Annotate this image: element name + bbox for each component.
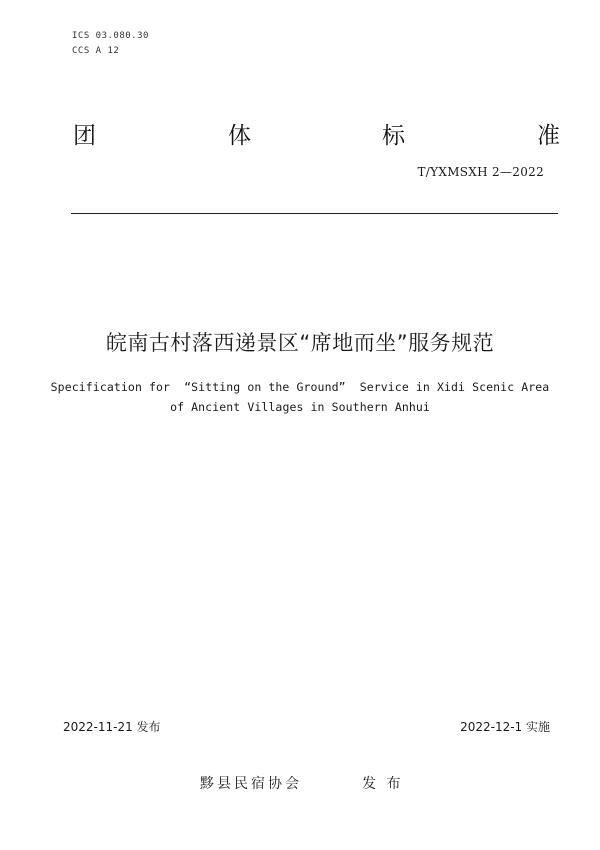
standard-type-char-4: 准 bbox=[537, 123, 560, 149]
standard-number: T/YXMSXH 2—2022 bbox=[417, 165, 544, 179]
standard-type-char-3: 标 bbox=[382, 123, 405, 149]
publish-date: 2022-11-21 发布 bbox=[63, 720, 161, 734]
issuer-name: 黟县民宿协会 bbox=[200, 776, 302, 792]
document-title-chinese: 皖南古村落西递景区“席地而坐”服务规范 bbox=[105, 331, 495, 355]
effective-date: 2022-12-1 实施 bbox=[460, 720, 550, 734]
ics-code: ICS 03.080.30 bbox=[72, 31, 149, 41]
standard-type-char-1: 团 bbox=[73, 123, 96, 149]
ccs-code: CCS A 12 bbox=[72, 46, 120, 56]
document-title-english-line2: of Ancient Villages in Southern Anhui bbox=[170, 400, 430, 414]
issuer-suffix: 发 布 bbox=[362, 776, 404, 792]
document-title-english-line1: Specification for “Sitting on the Ground” Service in Xidi Scenic Area bbox=[50, 380, 550, 394]
header-divider bbox=[71, 213, 558, 214]
standard-type-char-2: 体 bbox=[228, 123, 251, 149]
